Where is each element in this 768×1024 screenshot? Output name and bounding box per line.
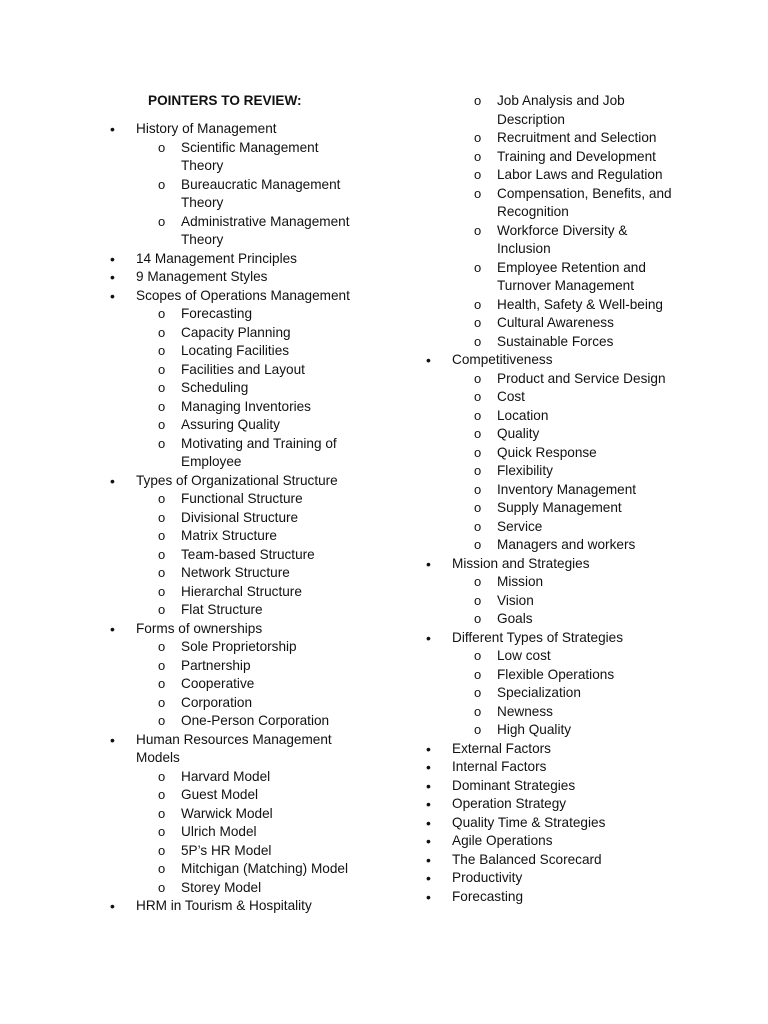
subtopic-label: One-Person Corporation bbox=[181, 713, 330, 728]
subtopic-list bbox=[380, 370, 768, 555]
subtopic-item bbox=[110, 324, 380, 343]
topic-label: Mission and Strategies bbox=[452, 555, 590, 571]
subtopic-label: Functional Structure bbox=[181, 491, 303, 506]
sub-bullet-marker: o bbox=[474, 703, 482, 719]
subtopic-list bbox=[110, 638, 380, 731]
sub-bullet-marker: o bbox=[158, 509, 166, 525]
subtopic-item bbox=[380, 185, 768, 222]
subtopic-label: Scientific Management Theory bbox=[181, 139, 319, 173]
subtopic-item bbox=[380, 518, 768, 537]
bullet-marker: • bbox=[110, 287, 115, 304]
subtopic-item bbox=[380, 703, 768, 722]
topic-item bbox=[110, 268, 380, 287]
subtopic-item bbox=[380, 388, 768, 407]
subtopic-item bbox=[110, 490, 380, 509]
topic-label: The Balanced Scorecard bbox=[452, 851, 602, 867]
subtopic-item bbox=[110, 546, 380, 565]
topic-label: Types of Organizational Structure bbox=[136, 472, 338, 488]
subtopic-item bbox=[110, 805, 380, 824]
topic-label: Agile Operations bbox=[452, 833, 553, 848]
subtopic-item bbox=[110, 601, 380, 620]
bullet-marker: • bbox=[110, 620, 115, 637]
topic-item bbox=[380, 740, 768, 759]
subtopic-item bbox=[380, 462, 768, 481]
bullet-marker: • bbox=[426, 352, 431, 368]
sub-bullet-marker: o bbox=[474, 296, 482, 312]
sub-bullet-marker: o bbox=[158, 694, 166, 710]
subtopic-item bbox=[110, 435, 380, 472]
topic-label: Human Resources Management Models bbox=[136, 731, 332, 765]
subtopic-label: Product and Service Design bbox=[497, 370, 666, 386]
subtopic-label: Employee Retention and Turnover Management bbox=[497, 259, 646, 293]
subtopic-item bbox=[110, 694, 380, 713]
topic-item bbox=[380, 777, 768, 796]
subtopic-list bbox=[110, 305, 380, 472]
bullet-marker: • bbox=[426, 796, 431, 812]
subtopic-label: Managers and workers bbox=[497, 537, 636, 552]
sub-bullet-marker: o bbox=[158, 213, 166, 229]
subtopic-item bbox=[380, 444, 768, 463]
subtopic-item bbox=[110, 842, 380, 861]
bullet-marker: • bbox=[426, 851, 431, 868]
subtopic-list bbox=[110, 768, 380, 898]
sub-bullet-marker: o bbox=[158, 639, 166, 654]
subtopic-item bbox=[380, 222, 768, 259]
subtopic-label: Inventory Management bbox=[497, 481, 637, 497]
subtopic-label: Supply Management bbox=[497, 500, 622, 515]
sub-bullet-marker: o bbox=[158, 361, 166, 377]
sub-bullet-marker: o bbox=[474, 481, 482, 497]
subtopic-label: Specialization bbox=[497, 685, 581, 700]
subtopic-item bbox=[380, 666, 768, 685]
sub-bullet-marker: o bbox=[474, 463, 482, 478]
subtopic-item bbox=[110, 583, 380, 602]
subtopic-label: Sustainable Forces bbox=[497, 333, 614, 349]
subtopic-label: High Quality bbox=[497, 722, 572, 737]
topic-item bbox=[110, 120, 380, 250]
subtopic-item bbox=[380, 481, 768, 500]
page-title: POINTERS TO REVIEW: bbox=[148, 93, 302, 108]
sub-bullet-marker: o bbox=[474, 722, 482, 737]
sub-bullet-marker: o bbox=[158, 583, 166, 599]
subtopic-label: Flexibility bbox=[497, 463, 553, 478]
sub-bullet-marker: o bbox=[474, 685, 482, 700]
subtopic-label: Compensation, Benefits, and Recognition bbox=[497, 185, 672, 219]
sub-bullet-marker: o bbox=[158, 528, 166, 543]
subtopic-label: Low cost bbox=[497, 648, 551, 663]
topic-item bbox=[110, 897, 380, 916]
bullet-marker: • bbox=[110, 472, 115, 489]
subtopic-label: Storey Model bbox=[181, 879, 262, 895]
subtopic-label: Forecasting bbox=[181, 306, 253, 321]
topic-label: Competitiveness bbox=[452, 352, 553, 367]
subtopic-label: Locating Facilities bbox=[181, 343, 290, 358]
sub-bullet-marker: o bbox=[158, 324, 166, 340]
sub-bullet-marker: o bbox=[474, 500, 482, 515]
subtopic-label: Job Analysis and Job Description bbox=[497, 93, 625, 127]
sub-bullet-marker: o bbox=[474, 93, 482, 108]
subtopic-label: Divisional Structure bbox=[181, 509, 299, 525]
sub-bullet-marker: o bbox=[158, 398, 166, 414]
subtopic-label: Labor Laws and Regulation bbox=[497, 167, 663, 182]
continued-subtopic-list bbox=[380, 92, 768, 351]
sub-bullet-marker: o bbox=[158, 435, 166, 451]
topic-label: Operation Strategy bbox=[452, 796, 567, 811]
bullet-marker: • bbox=[426, 555, 431, 572]
sub-bullet-marker: o bbox=[158, 491, 166, 506]
sub-bullet-marker: o bbox=[158, 380, 166, 395]
topic-label: 9 Management Styles bbox=[136, 269, 268, 284]
topic-item bbox=[380, 869, 768, 888]
sub-bullet-marker: o bbox=[158, 139, 166, 155]
bullet-marker: • bbox=[426, 870, 431, 886]
subtopic-item bbox=[110, 823, 380, 842]
subtopic-item bbox=[110, 860, 380, 879]
subtopic-label: Service bbox=[497, 518, 543, 534]
topic-label: History of Management bbox=[136, 121, 277, 136]
subtopic-label: Location bbox=[497, 407, 549, 423]
subtopic-item bbox=[110, 305, 380, 324]
topic-item bbox=[380, 758, 768, 777]
bullet-marker: • bbox=[426, 777, 431, 794]
subtopic-label: Recruitment and Selection bbox=[497, 130, 657, 145]
sub-bullet-marker: o bbox=[474, 648, 482, 663]
subtopic-label: Cost bbox=[497, 389, 525, 404]
subtopic-item bbox=[380, 647, 768, 666]
sub-bullet-marker: o bbox=[474, 666, 482, 682]
subtopic-item bbox=[110, 879, 380, 898]
subtopic-item bbox=[110, 638, 380, 657]
bullet-marker: • bbox=[110, 269, 115, 285]
subtopic-item bbox=[380, 314, 768, 333]
sub-bullet-marker: o bbox=[158, 879, 166, 895]
subtopic-label: Guest Model bbox=[181, 787, 259, 802]
topic-item bbox=[380, 795, 768, 814]
sub-bullet-marker: o bbox=[158, 602, 166, 617]
subtopic-label: Flexible Operations bbox=[497, 666, 615, 682]
topic-label: Scopes of Operations Management bbox=[136, 287, 350, 303]
sub-bullet-marker: o bbox=[474, 611, 482, 626]
sub-bullet-marker: o bbox=[474, 259, 482, 275]
subtopic-label: Cultural Awareness bbox=[497, 315, 614, 330]
subtopic-item bbox=[110, 213, 380, 250]
subtopic-item bbox=[380, 333, 768, 352]
sub-bullet-marker: o bbox=[474, 130, 482, 145]
topic-label: Forms of ownerships bbox=[136, 620, 263, 636]
sub-bullet-marker: o bbox=[158, 546, 166, 562]
subtopic-label: Partnership bbox=[181, 657, 251, 673]
bullet-marker: • bbox=[110, 731, 115, 748]
subtopic-label: Ulrich Model bbox=[181, 824, 257, 839]
subtopic-item bbox=[380, 166, 768, 185]
subtopic-list bbox=[380, 647, 768, 740]
bullet-marker: • bbox=[426, 814, 431, 831]
topic-item bbox=[110, 287, 380, 472]
subtopic-item bbox=[380, 610, 768, 629]
left-topic-list bbox=[110, 120, 380, 916]
subtopic-label: Scheduling bbox=[181, 380, 249, 395]
sub-bullet-marker: o bbox=[474, 315, 482, 330]
subtopic-item bbox=[110, 361, 380, 380]
subtopic-item bbox=[110, 509, 380, 528]
subtopic-label: Capacity Planning bbox=[181, 324, 291, 340]
subtopic-list bbox=[380, 573, 768, 629]
subtopic-label: 5P’s HR Model bbox=[181, 842, 272, 858]
subtopic-label: Network Structure bbox=[181, 565, 290, 580]
subtopic-item bbox=[380, 92, 768, 129]
sub-bullet-marker: o bbox=[474, 389, 482, 404]
topic-item bbox=[380, 629, 768, 740]
subtopic-item bbox=[110, 527, 380, 546]
subtopic-item bbox=[110, 712, 380, 731]
subtopic-item bbox=[110, 675, 380, 694]
subtopic-label: Sole Proprietorship bbox=[181, 639, 297, 654]
subtopic-item bbox=[110, 657, 380, 676]
subtopic-item bbox=[110, 342, 380, 361]
topic-item bbox=[380, 888, 768, 907]
subtopic-label: Managing Inventories bbox=[181, 398, 311, 414]
subtopic-item bbox=[110, 379, 380, 398]
subtopic-item bbox=[110, 768, 380, 787]
subtopic-label: Hierarchal Structure bbox=[181, 583, 302, 599]
subtopic-label: Health, Safety & Well-being bbox=[497, 296, 663, 312]
subtopic-item bbox=[380, 370, 768, 389]
subtopic-item bbox=[110, 176, 380, 213]
bullet-marker: • bbox=[426, 833, 431, 849]
subtopic-label: Bureaucratic Management Theory bbox=[181, 176, 341, 210]
sub-bullet-marker: o bbox=[158, 842, 166, 858]
sub-bullet-marker: o bbox=[474, 426, 482, 441]
subtopic-label: Facilities and Layout bbox=[181, 361, 305, 377]
topic-item bbox=[380, 351, 768, 555]
sub-bullet-marker: o bbox=[158, 657, 166, 673]
sub-bullet-marker: o bbox=[158, 805, 166, 821]
topic-item bbox=[110, 472, 380, 620]
topic-label: Different Types of Strategies bbox=[452, 629, 624, 645]
subtopic-item bbox=[380, 499, 768, 518]
topic-label: Quality Time & Strategies bbox=[452, 814, 606, 830]
bullet-marker: • bbox=[110, 121, 115, 137]
bullet-marker: • bbox=[110, 898, 115, 914]
subtopic-label: Training and Development bbox=[497, 148, 656, 164]
sub-bullet-marker: o bbox=[158, 824, 166, 839]
subtopic-label: Team-based Structure bbox=[181, 546, 315, 562]
subtopic-item bbox=[110, 416, 380, 435]
sub-bullet-marker: o bbox=[474, 222, 482, 238]
bullet-marker: • bbox=[426, 888, 431, 905]
topic-label: HRM in Tourism & Hospitality bbox=[136, 898, 312, 913]
sub-bullet-marker: o bbox=[474, 148, 482, 164]
subtopic-item bbox=[110, 398, 380, 417]
bullet-marker: • bbox=[426, 759, 431, 775]
sub-bullet-marker: o bbox=[158, 861, 166, 876]
sub-bullet-marker: o bbox=[158, 565, 166, 580]
subtopic-label: Mission bbox=[497, 574, 544, 589]
sub-bullet-marker: o bbox=[474, 185, 482, 201]
topic-label: Productivity bbox=[452, 870, 523, 885]
subtopic-item bbox=[380, 296, 768, 315]
sub-bullet-marker: o bbox=[158, 787, 166, 802]
subtopic-label: Warwick Model bbox=[181, 805, 273, 821]
subtopic-label: Quality bbox=[497, 426, 540, 441]
topic-item bbox=[110, 250, 380, 269]
sub-bullet-marker: o bbox=[158, 306, 166, 321]
subtopic-item bbox=[380, 721, 768, 740]
subtopic-label: Goals bbox=[497, 611, 533, 626]
topic-label: Dominant Strategies bbox=[452, 777, 576, 793]
sub-bullet-marker: o bbox=[474, 537, 482, 552]
subtopic-item bbox=[380, 592, 768, 611]
subtopic-item bbox=[380, 684, 768, 703]
subtopic-label: Motivating and Training of Employee bbox=[181, 435, 337, 469]
sub-bullet-marker: o bbox=[158, 176, 166, 192]
sub-bullet-marker: o bbox=[474, 333, 482, 349]
bullet-marker: • bbox=[426, 629, 431, 646]
sub-bullet-marker: o bbox=[158, 676, 166, 691]
subtopic-label: Administrative Management Theory bbox=[181, 213, 350, 247]
topic-item bbox=[110, 731, 380, 898]
sub-bullet-marker: o bbox=[158, 417, 166, 432]
continued-subtopics bbox=[380, 92, 768, 351]
subtopic-label: Mitchigan (Matching) Model bbox=[181, 861, 348, 876]
subtopic-item bbox=[380, 148, 768, 167]
subtopic-item bbox=[380, 573, 768, 592]
subtopic-list bbox=[110, 490, 380, 620]
subtopic-label: Cooperative bbox=[181, 676, 255, 691]
sub-bullet-marker: o bbox=[474, 370, 482, 386]
sub-bullet-marker: o bbox=[158, 768, 166, 784]
subtopic-item bbox=[380, 259, 768, 296]
subtopic-label: Quick Response bbox=[497, 444, 597, 460]
topic-item bbox=[380, 832, 768, 851]
sub-bullet-marker: o bbox=[474, 518, 482, 534]
subtopic-item bbox=[110, 564, 380, 583]
topic-item bbox=[110, 620, 380, 731]
subtopic-label: Assuring Quality bbox=[181, 417, 280, 432]
sub-bullet-marker: o bbox=[474, 574, 482, 589]
sub-bullet-marker: o bbox=[474, 167, 482, 182]
topic-item bbox=[380, 814, 768, 833]
topic-label: External Factors bbox=[452, 740, 551, 756]
subtopic-item bbox=[380, 425, 768, 444]
subtopic-label: Newness bbox=[497, 703, 553, 719]
subtopic-item bbox=[380, 129, 768, 148]
subtopic-label: Harvard Model bbox=[181, 768, 271, 784]
sub-bullet-marker: o bbox=[474, 407, 482, 423]
topic-item bbox=[380, 851, 768, 870]
topic-label: 14 Management Principles bbox=[136, 250, 297, 266]
subtopic-list bbox=[110, 139, 380, 250]
subtopic-label: Workforce Diversity & Inclusion bbox=[497, 222, 628, 256]
subtopic-label: Matrix Structure bbox=[181, 528, 277, 543]
subtopic-label: Vision bbox=[497, 592, 534, 608]
topic-label: Internal Factors bbox=[452, 759, 547, 774]
subtopic-label: Corporation bbox=[181, 694, 253, 710]
subtopic-item bbox=[110, 786, 380, 805]
subtopic-item bbox=[110, 139, 380, 176]
subtopic-item bbox=[380, 536, 768, 555]
subtopic-item bbox=[380, 407, 768, 426]
right-topic-list bbox=[380, 92, 768, 906]
subtopic-label: Flat Structure bbox=[181, 602, 263, 617]
bullet-marker: • bbox=[110, 250, 115, 267]
sub-bullet-marker: o bbox=[158, 343, 166, 358]
sub-bullet-marker: o bbox=[474, 592, 482, 608]
bullet-marker: • bbox=[426, 740, 431, 757]
topic-label: Forecasting bbox=[452, 888, 524, 904]
topic-item bbox=[380, 555, 768, 629]
sub-bullet-marker: o bbox=[158, 713, 166, 728]
sub-bullet-marker: o bbox=[474, 444, 482, 460]
